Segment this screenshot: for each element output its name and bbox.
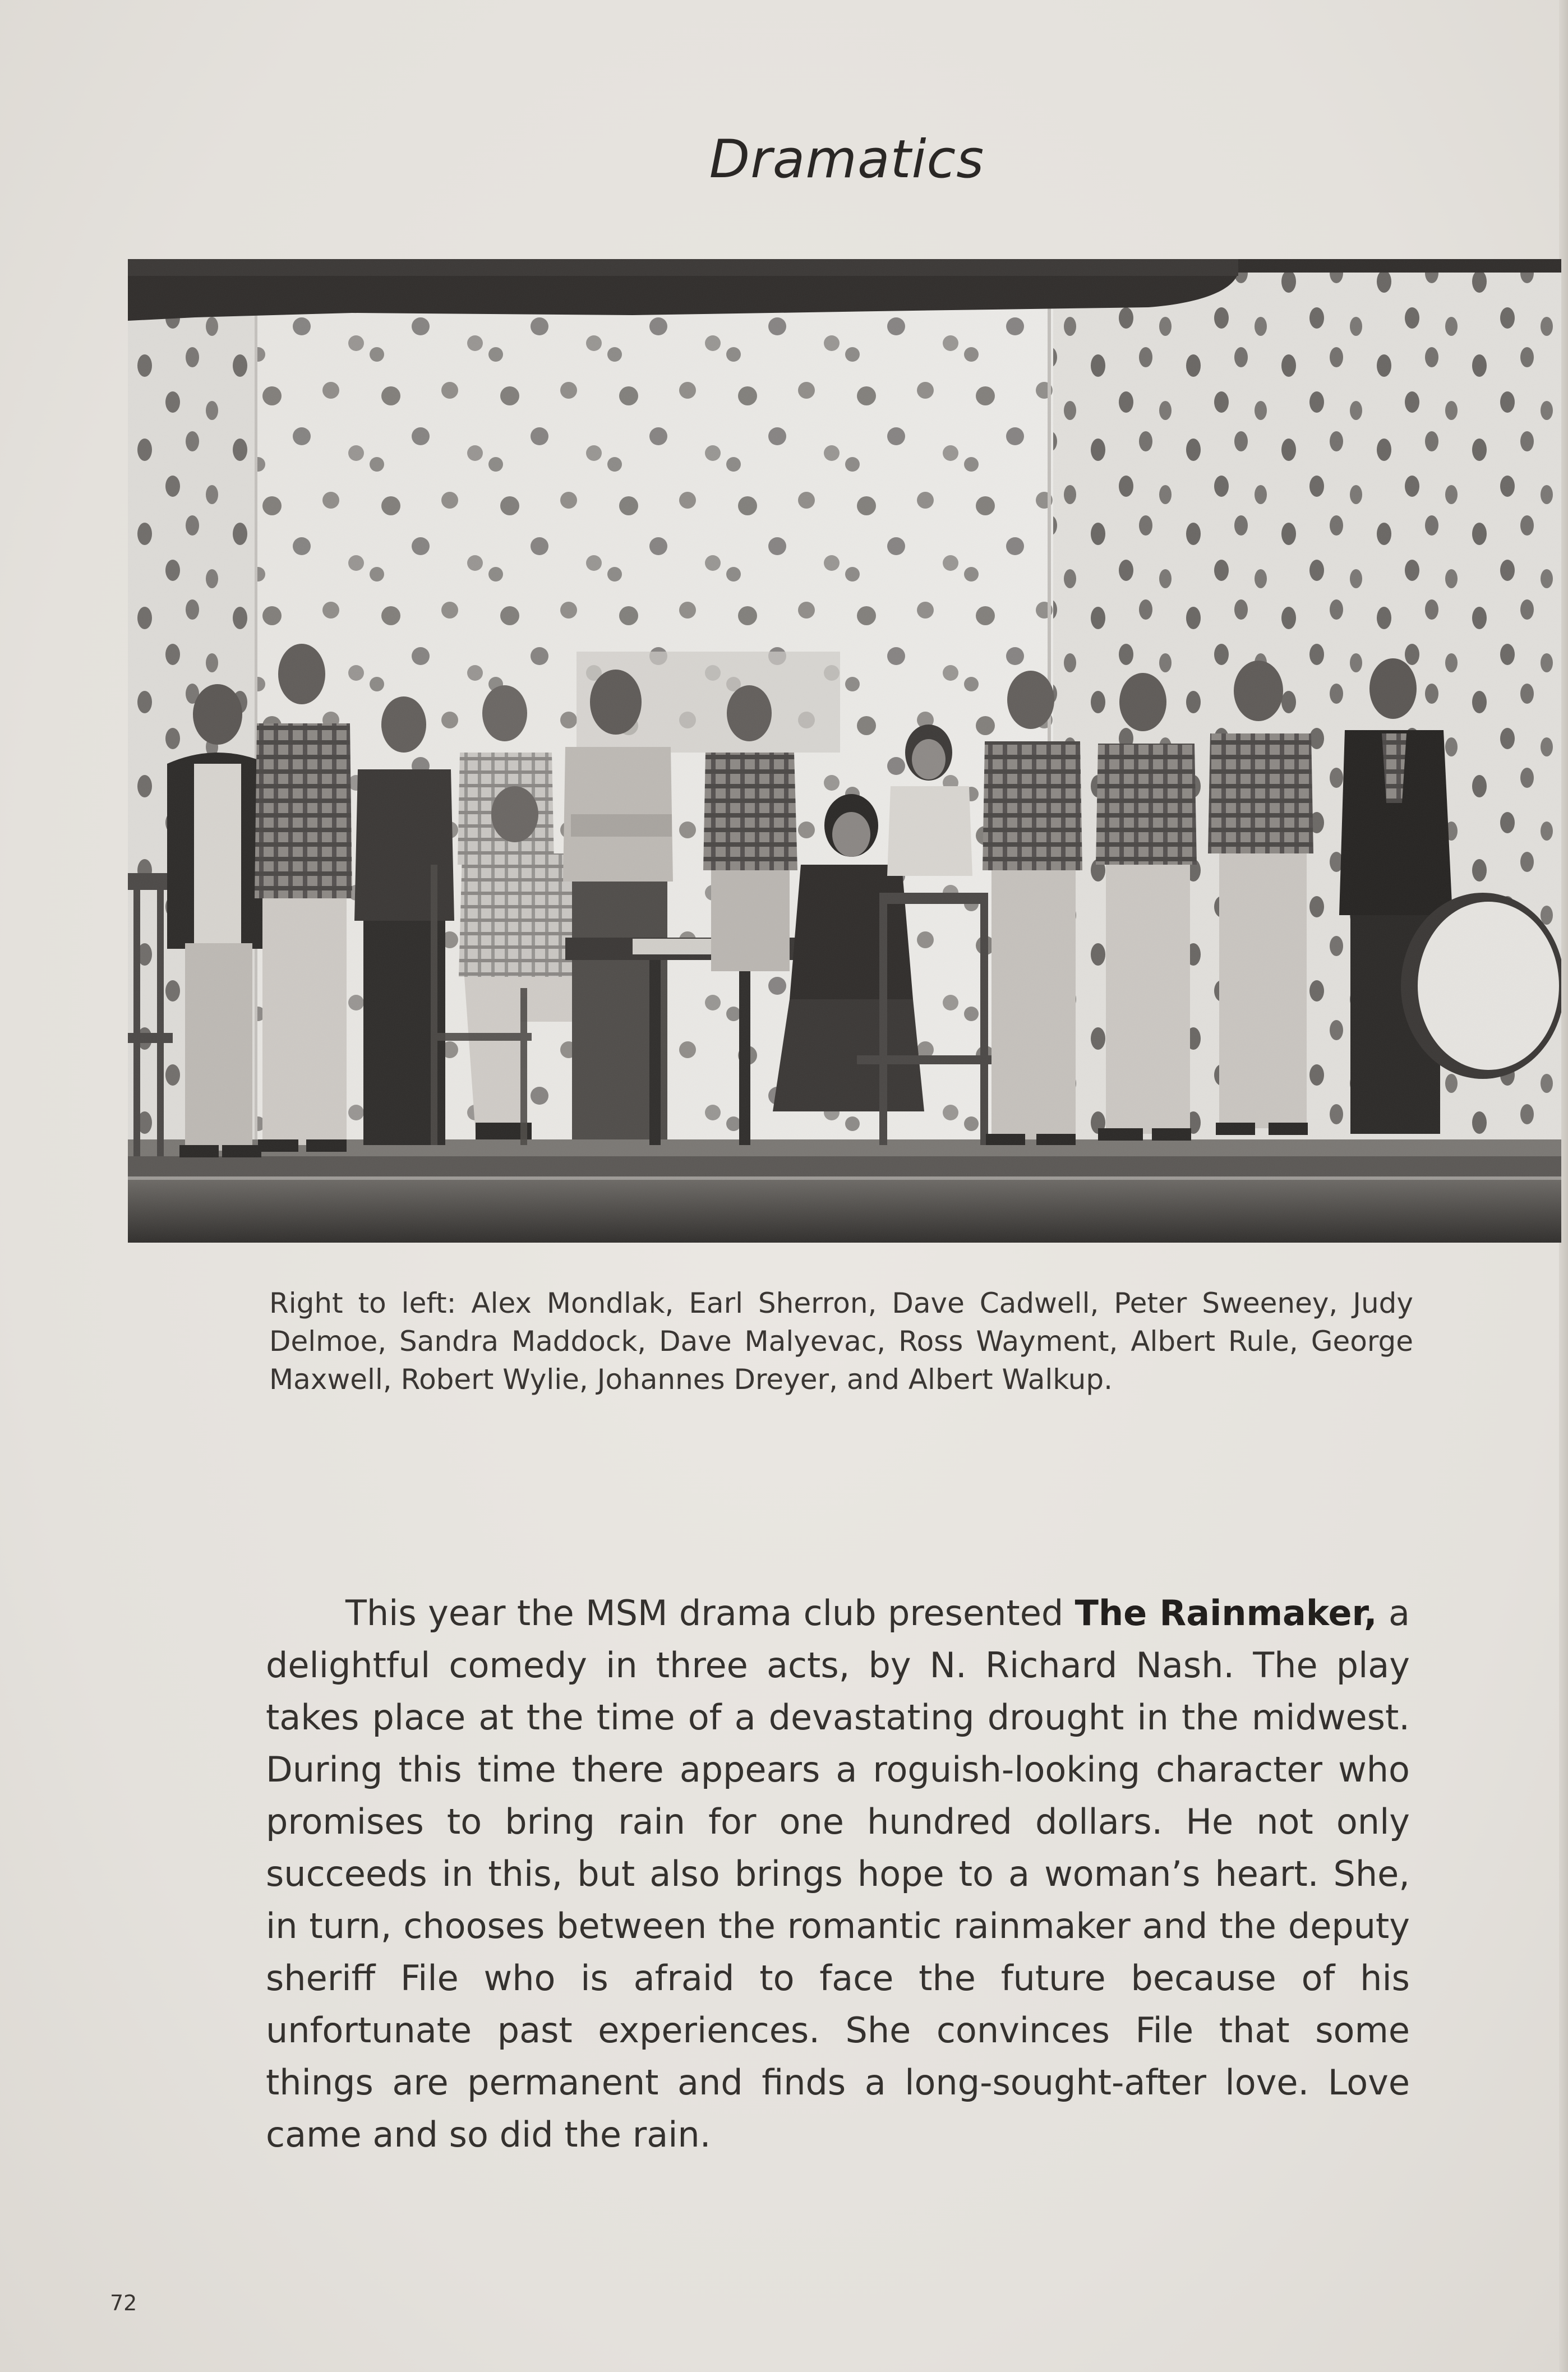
article-body: a delightful comedy in three acts, by N. Richard Nash. The play takes place at the time of a devastating drought in the midwest. During this time there appears a roguish-looking character who promises to bring rain for one hundred dollars. He not only succeeds in this, but also brings hope to a woman’s heart. She, in turn, chooses between the romantic rainmaker and the deputy sheriff File who is afraid to face the future because of his unfortunate past experiences. She convinces File that some things are permanent and finds a long-sought-after love. Love came and so did the rain. bbox=[266, 1593, 1410, 2155]
photo-caption: Right to left: Alex Mondlak, Earl Sherron, Dave Cadwell, Peter Sweeney, Judy Delmoe, Sandra Maddock, Dave Malyevac, Ross Wayment, Albert Rule, George Maxwell, Robert Wylie, Johannes Dreyer, and Albert Walkup. bbox=[269, 1287, 1413, 1396]
article-paragraph bbox=[266, 1587, 1410, 2161]
group-photo bbox=[128, 259, 1561, 1243]
play-title: The Rainmaker, bbox=[1074, 1593, 1377, 1633]
page-number: 72 bbox=[110, 2291, 137, 2315]
article-intro: This year the MSM drama club presented bbox=[345, 1593, 1075, 1633]
page-title: Dramatics bbox=[709, 129, 985, 190]
